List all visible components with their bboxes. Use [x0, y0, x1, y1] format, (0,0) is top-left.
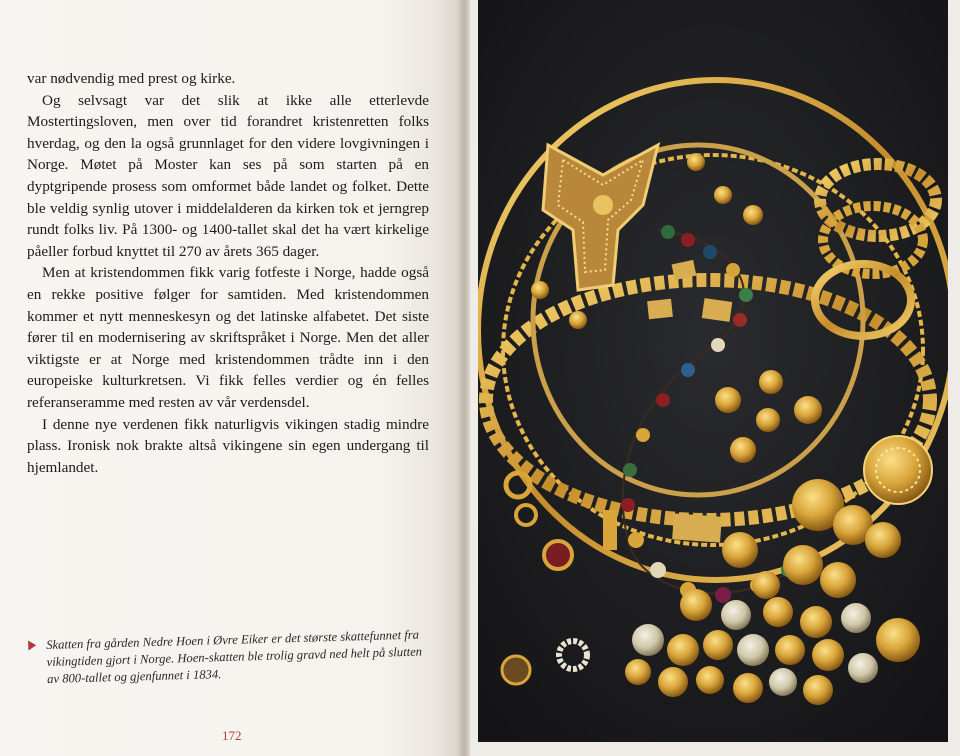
photo-caption	[46, 626, 427, 688]
paragraph-2: Og selvsagt var det slik at ikke alle etterlevde Mostertingsloven, men over tid forandret kristenretten folks hverdag, og den la også grunnlaget for den videre lovgivningen i Norge. Møtet på Moster kan ses på som starten på en dyptgripende prosess som omformet både landet og folket. Dette ble veldig synlig utover i middelalderen da kirken tok et jerngrep rundt folks liv. På 1300- og 1400-tallet skal det ha vært kirkelige påeller forbud knyttet til 270 av årets 365 dager.	[27, 91, 429, 260]
paragraph-1: var nødvendig med prest og kirke.	[27, 70, 236, 87]
photo-backdrop	[478, 0, 948, 742]
caption-marker-icon	[28, 640, 36, 650]
paragraph-3: Men at kristendommen fikk varig fotfeste i Norge, hadde også en rekke positive følger for samtiden. Med kristendommen kommer et nytt menneskesyn og det latinske alfabetet. Det siste fører til en modernisering av skriftspråket i Norge. Men det aller viktigste er at Norge med kristendommen trådte inn i den europeiske kulturkretsen. Vi fikk felles verdier og én felles referanseramme med resten av vår verdensdel.	[27, 264, 429, 411]
page-number: 172	[222, 728, 242, 743]
treasure-illustration	[478, 0, 948, 742]
body-text	[27, 68, 429, 478]
caption-text: Skatten fra gården Nedre Hoen i Øvre Eiker er det største skattefunnet fra vikingtiden gjort i Norge. Hoen-skatten ble trolig gravd ned helt på slutten av 800-tallet og gjenfunnet i 1834.	[46, 627, 423, 686]
left-page	[0, 0, 462, 756]
treasure-photo	[478, 0, 948, 742]
paragraph-4: I denne nye verdenen fikk naturligvis vikingen stadig mindre plass. Ironisk nok brakte altså vikingene sin egen undergang til hjemlandet.	[27, 415, 429, 476]
